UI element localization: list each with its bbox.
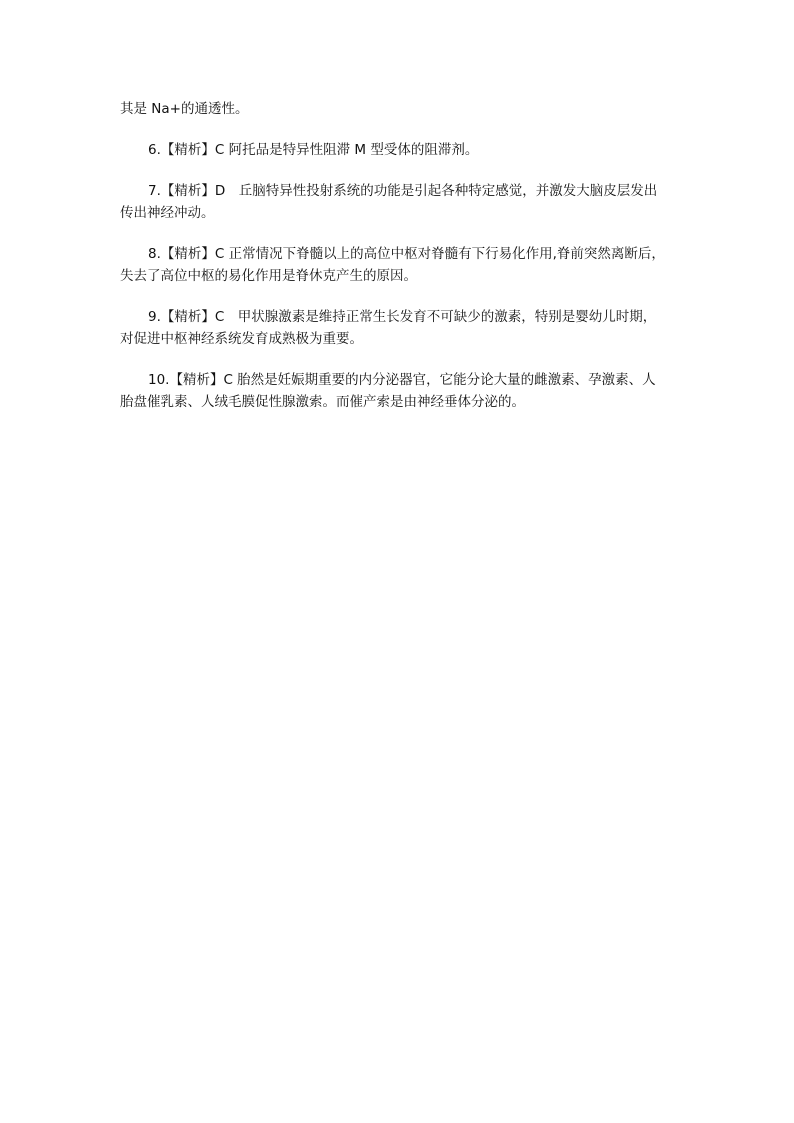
paragraph-continuation [120,98,680,120]
answer-8 [120,243,680,287]
text-line: 7.【精析】D 丘脑特异性投射系统的功能是引起各种特定感觉，并激发大脑皮层发出 [148,183,658,199]
text-line: 失去了高位中枢的易化作用是脊休克产生的原因。 [120,268,417,284]
answer-7 [120,180,680,224]
text-line: 8.【精析】C 正常情况下脊髓以上的高位中枢对脊髓有下行易化作用,脊前突然离断后， [148,246,665,262]
text-line: 6.【精析】C 阿托品是特异性阻滞 M 型受体的阻滞剂。 [148,142,479,158]
answer-9 [120,306,680,350]
text-line: 其是 Na+的通透性。 [120,101,249,117]
answer-6 [120,139,680,161]
text-line: 对促进中枢神经系统发育成熟极为重要。 [120,331,363,347]
text-line: 传出神经冲动。 [120,205,215,221]
text-line: 胎盘催乳素、人绒毛膜促性腺激索。而催产索是由神经垂体分泌的。 [120,394,525,410]
text-line: 9.【精析】C 甲状腺激素是维持正常生长发育不可缺少的激素，特别是婴幼儿时期， [148,309,657,325]
answer-10 [120,369,680,413]
document-body [120,98,680,432]
text-line: 10.【精析】C 胎然是妊娠期重要的内分泌器官，它能分论大量的雌激素、孕激素、人 [148,372,656,388]
